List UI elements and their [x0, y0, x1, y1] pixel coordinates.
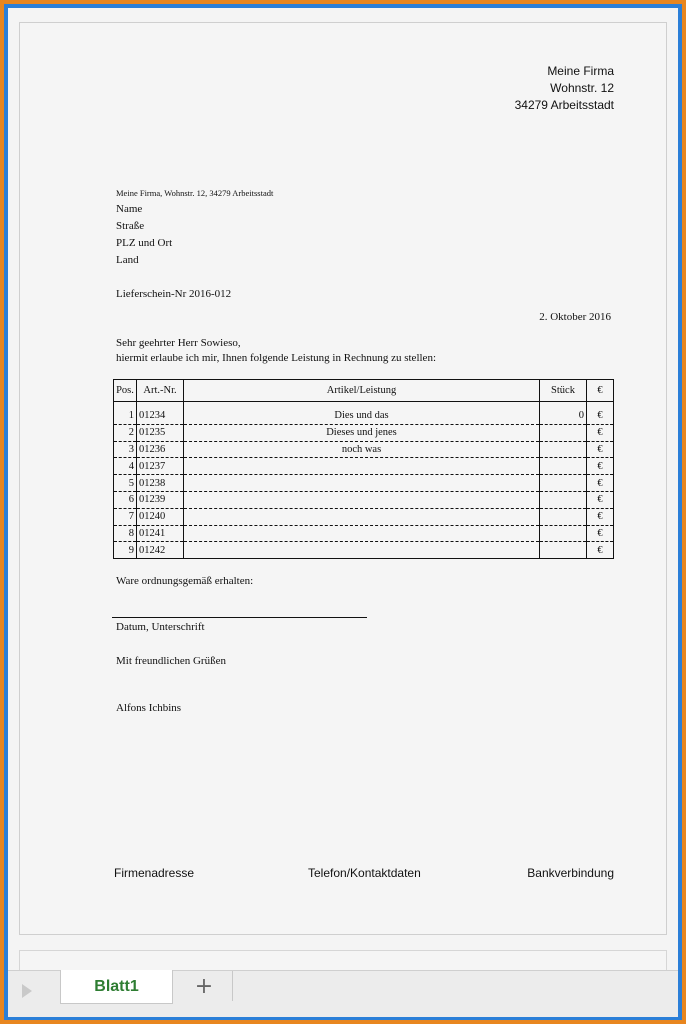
- recipient-country: Land: [116, 254, 139, 266]
- row-pos: 8: [114, 525, 137, 542]
- row-euro: €: [587, 475, 614, 492]
- table-row: [114, 408, 614, 424]
- row-pos: 5: [114, 475, 137, 492]
- row-qty: [540, 491, 587, 508]
- row-article: [184, 542, 540, 559]
- row-article: Dies und das: [184, 408, 540, 424]
- row-article: [184, 458, 540, 475]
- footer-address: Firmenadresse: [114, 866, 195, 880]
- header-qty: Stück: [540, 380, 587, 402]
- row-qty: [540, 424, 587, 441]
- row-euro: €: [587, 424, 614, 441]
- row-pos: 9: [114, 542, 137, 559]
- row-pos: 4: [114, 458, 137, 475]
- header-art-nr: Art.-Nr.: [137, 380, 184, 402]
- row-pos: 7: [114, 508, 137, 525]
- row-qty: 0: [540, 408, 587, 424]
- intro-text: hiermit erlaube ich mir, Ihnen folgende Leistung in Rechnung zu stellen:: [116, 352, 436, 364]
- sender-street: Wohnstr. 12: [550, 81, 614, 95]
- row-qty: [540, 525, 587, 542]
- table-row: [114, 525, 614, 542]
- row-art-nr: 01242: [137, 542, 184, 559]
- table-row: [114, 508, 614, 525]
- row-qty: [540, 542, 587, 559]
- table-row: [114, 458, 614, 475]
- recipient-city: PLZ und Ort: [116, 237, 173, 249]
- row-art-nr: 01237: [137, 458, 184, 475]
- salutation: Sehr geehrter Herr Sowieso,: [116, 337, 241, 349]
- row-pos: 3: [114, 441, 137, 458]
- row-pos: 2: [114, 424, 137, 441]
- document-page: [19, 22, 667, 935]
- row-article: Dieses und jenes: [184, 424, 540, 441]
- tab-blatt1[interactable]: Blatt1: [60, 970, 173, 1004]
- footer-bank: Bankverbindung: [527, 866, 614, 880]
- sheet-tab-bar: [8, 970, 678, 1017]
- row-article: [184, 491, 540, 508]
- footer-contact: Telefon/Kontaktdaten: [308, 866, 421, 880]
- row-art-nr: 01234: [137, 408, 184, 424]
- row-euro: €: [587, 491, 614, 508]
- header-article: Artikel/Leistung: [184, 380, 540, 402]
- row-euro: €: [587, 525, 614, 542]
- header-euro: €: [587, 380, 614, 402]
- row-art-nr: 01241: [137, 525, 184, 542]
- document-number: Lieferschein-Nr 2016-012: [116, 288, 232, 300]
- signature-label: Datum, Unterschrift: [116, 621, 205, 633]
- sender-company: Meine Firma: [547, 64, 614, 78]
- table-row: [114, 542, 614, 559]
- goods-received-text: Ware ordnungsgemäß erhalten:: [116, 575, 254, 587]
- row-qty: [540, 475, 587, 492]
- table-row: [114, 491, 614, 508]
- tab-separator: [232, 971, 233, 1001]
- signer-name: Alfons Ichbins: [116, 702, 182, 714]
- table-header-row: [114, 380, 614, 402]
- row-article: noch was: [184, 441, 540, 458]
- row-qty: [540, 441, 587, 458]
- row-qty: [540, 508, 587, 525]
- row-art-nr: 01236: [137, 441, 184, 458]
- row-art-nr: 01240: [137, 508, 184, 525]
- play-icon[interactable]: [22, 984, 32, 998]
- table-row: [114, 475, 614, 492]
- row-pos: 1: [114, 408, 137, 424]
- row-euro: €: [587, 458, 614, 475]
- row-euro: €: [587, 508, 614, 525]
- row-article: [184, 475, 540, 492]
- row-qty: [540, 458, 587, 475]
- header-pos: Pos.: [114, 380, 137, 402]
- table-row: [114, 441, 614, 458]
- document-date: 2. Oktober 2016: [539, 311, 611, 323]
- row-article: [184, 508, 540, 525]
- closing-greeting: Mit freundlichen Grüßen: [116, 655, 226, 667]
- items-table: [113, 379, 614, 559]
- recipient-street: Straße: [116, 220, 145, 232]
- add-sheet-button[interactable]: +: [194, 974, 214, 999]
- scroll-area: [19, 950, 667, 970]
- table-row: [114, 424, 614, 441]
- recipient-name: Name: [116, 203, 143, 215]
- row-article: [184, 525, 540, 542]
- row-euro: €: [587, 441, 614, 458]
- row-euro: €: [587, 408, 614, 424]
- sender-city: 34279 Arbeitsstadt: [514, 98, 614, 112]
- row-art-nr: 01239: [137, 491, 184, 508]
- row-art-nr: 01238: [137, 475, 184, 492]
- return-address-line: Meine Firma, Wohnstr. 12, 34279 Arbeitsstadt: [116, 188, 274, 198]
- row-euro: €: [587, 542, 614, 559]
- row-pos: 6: [114, 491, 137, 508]
- signature-line: [112, 617, 367, 618]
- row-art-nr: 01235: [137, 424, 184, 441]
